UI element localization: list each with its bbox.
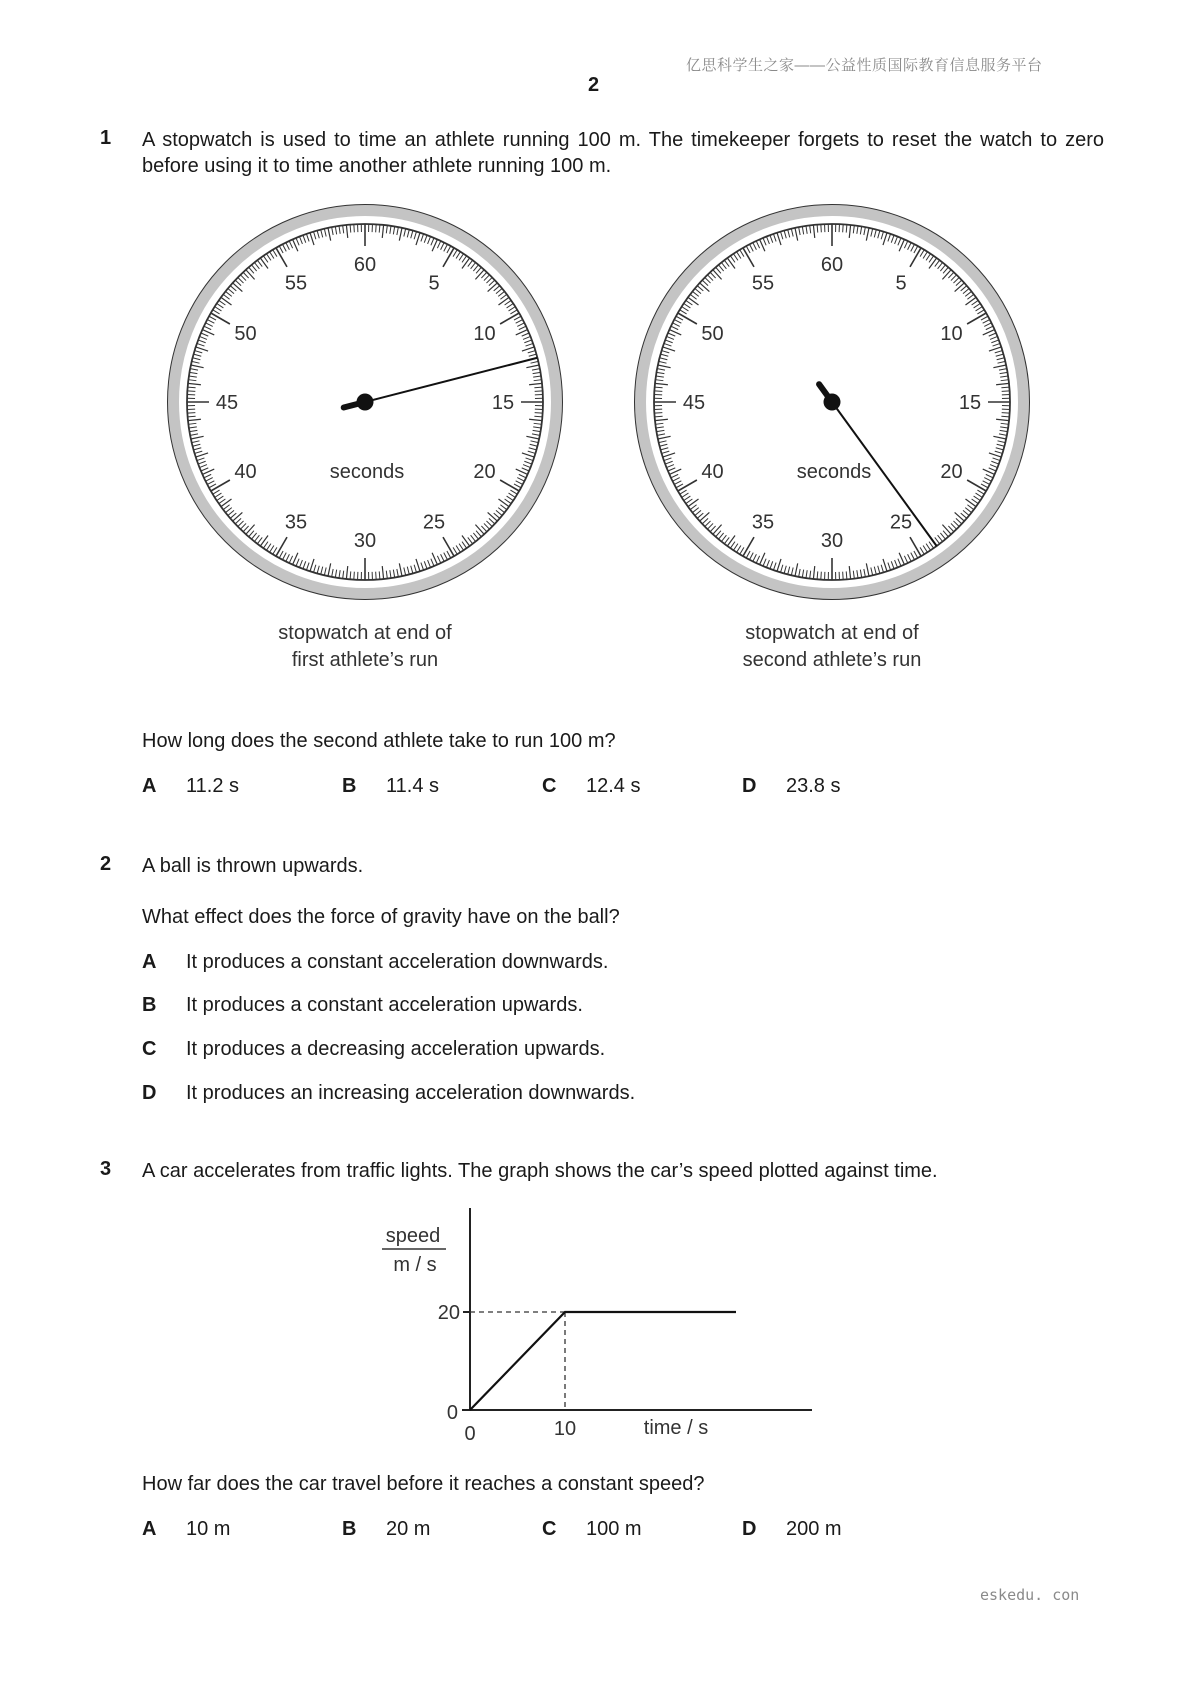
stopwatch-2-dial-label: 20 — [940, 461, 963, 483]
q1-option-b-text[interactable]: 11.4 s — [386, 775, 439, 797]
stopwatch-2-dial-label: 40 — [701, 461, 724, 483]
tick-mark — [846, 225, 847, 233]
q1-option-d-text[interactable]: 23.8 s — [786, 775, 841, 797]
tick-mark — [654, 413, 662, 414]
tick-mark — [1002, 413, 1010, 414]
x-axis-label: time / s — [643, 1417, 709, 1439]
tick-mark — [817, 225, 818, 233]
tick-mark — [534, 416, 542, 417]
question-1-text: A stopwatch is used to time an athlete running 100 m. The timekeeper forgets to reset the watch to zero before using it to time another athlete running 100 m. — [142, 129, 1104, 177]
stopwatch-2-dial-label: 45 — [682, 392, 706, 414]
stopwatch-1-dial-label: 15 — [491, 392, 515, 414]
q1-option-d-letter[interactable]: D — [742, 775, 757, 797]
question-1-number: 1 — [100, 127, 112, 149]
q1-option-c-letter[interactable]: C — [542, 775, 557, 797]
stopwatch-1-dial-label: 25 — [422, 511, 446, 534]
stopwatch-1-dial-label: 20 — [473, 461, 496, 483]
stopwatch-2-dial-label: 10 — [940, 323, 963, 345]
y-tick-label: 20 — [437, 1302, 460, 1324]
question-2-prompt: What effect does the force of gravity have on the ball? — [142, 906, 620, 928]
q2-option-c-text[interactable]: It produces a decreasing acceleration upwards. — [186, 1038, 606, 1060]
tick-mark — [846, 571, 847, 579]
tick-mark — [350, 571, 351, 579]
stopwatch-2-dial-label: 60 — [820, 254, 844, 276]
stopwatch-1-dial-label: 10 — [473, 323, 496, 345]
q2-option-d-text[interactable]: It produces an increasing acceleration downwards. — [186, 1082, 636, 1104]
stopwatch-first — [168, 205, 562, 599]
tick-mark — [354, 572, 355, 580]
q1-option-b-letter[interactable]: B — [342, 775, 357, 797]
q3-option-c-letter[interactable]: C — [542, 1518, 557, 1540]
tick-mark — [654, 391, 662, 392]
q2-option-b-letter[interactable]: B — [142, 994, 157, 1016]
tick-mark — [187, 391, 195, 392]
stopwatch-1-dial-label: 60 — [353, 254, 377, 276]
stopwatch-2-dial-label: 5 — [895, 272, 907, 295]
stopwatch-1-dial-label: 50 — [234, 323, 257, 345]
tick-mark — [1002, 391, 1010, 392]
stopwatch-2-hub — [824, 394, 841, 411]
tick-mark — [376, 224, 377, 232]
stopwatch-1-unit-label: seconds — [329, 461, 405, 483]
tick-mark — [1001, 387, 1009, 388]
q2-option-a-text[interactable]: It produces a constant acceleration downwards. — [186, 951, 609, 973]
tick-mark — [379, 571, 380, 579]
stopwatch-1-dial-label: 55 — [284, 272, 308, 295]
y-tick-label: 0 — [446, 1402, 458, 1424]
q2-option-a-letter[interactable]: A — [142, 951, 157, 973]
tick-mark — [843, 572, 844, 580]
tick-mark — [821, 224, 822, 232]
stopwatch-second — [635, 205, 1029, 599]
question-3-number: 3 — [100, 1158, 112, 1180]
x-tick-label: 10 — [553, 1418, 577, 1440]
tick-mark — [188, 387, 196, 388]
stopwatch-2-dial-label: 50 — [701, 323, 724, 345]
stopwatch-2-caption: stopwatch at end of second athlete’s run — [742, 622, 922, 671]
tick-mark — [376, 572, 377, 580]
y-axis-label-top: speed — [385, 1225, 441, 1247]
q1-option-a-text[interactable]: 11.2 s — [186, 775, 239, 797]
tick-mark — [535, 391, 543, 392]
q3-option-b-letter[interactable]: B — [342, 1518, 357, 1540]
question-3-prompt: How far does the car travel before it reaches a constant speed? — [142, 1473, 705, 1495]
stopwatch-2-dial-label: 55 — [751, 272, 775, 295]
q3-option-d-text[interactable]: 200 m — [786, 1518, 842, 1540]
stopwatch-1-dial-label: 45 — [215, 392, 239, 414]
watermark-header: 亿思科学生之家——公益性质国际教育信息服务平台 — [686, 57, 1043, 74]
stopwatch-1-dial-label: 35 — [284, 511, 308, 534]
stopwatch-1-dial-label: 40 — [234, 461, 257, 483]
stopwatch-2-dial-label: 25 — [889, 511, 913, 534]
tick-mark — [534, 387, 542, 388]
question-2-number: 2 — [100, 853, 112, 875]
q1-option-c-text[interactable]: 12.4 s — [586, 775, 641, 797]
q3-option-a-letter[interactable]: A — [142, 1518, 157, 1540]
tick-mark — [354, 224, 355, 232]
stopwatch-1-dial-label: 5 — [428, 272, 440, 295]
stopwatch-1-hub — [357, 394, 374, 411]
tick-mark — [535, 413, 543, 414]
q1-option-a-letter[interactable]: A — [142, 775, 157, 797]
x-tick-label: 0 — [464, 1423, 476, 1445]
tick-mark — [655, 387, 663, 388]
tick-mark — [188, 416, 196, 417]
stopwatch-2-dial-label: 15 — [958, 392, 982, 414]
stopwatch-1-caption: stopwatch at end of first athlete’s run — [278, 622, 452, 671]
stopwatch-2-dial-label: 30 — [820, 530, 844, 552]
q3-option-d-letter[interactable]: D — [742, 1518, 757, 1540]
q3-option-a-text[interactable]: 10 m — [186, 1518, 231, 1540]
question-2-text: A ball is thrown upwards. — [142, 855, 364, 877]
question-3-text: A car accelerates from traffic lights. The graph shows the car’s speed plotted against time. — [142, 1160, 938, 1182]
q2-option-c-letter[interactable]: C — [142, 1038, 157, 1060]
stopwatch-2-dial-label: 35 — [751, 511, 775, 534]
tick-mark — [1001, 416, 1009, 417]
speed-series-line — [470, 1312, 736, 1410]
tick-mark — [821, 572, 822, 580]
q2-option-d-letter[interactable]: D — [142, 1082, 157, 1104]
q3-option-c-text[interactable]: 100 m — [586, 1518, 642, 1540]
stopwatch-1-dial-label: 30 — [353, 530, 377, 552]
tick-mark — [379, 225, 380, 233]
tick-mark — [187, 413, 195, 414]
q3-option-b-text[interactable]: 20 m — [386, 1518, 431, 1540]
footer-site: eskedu. con — [980, 1586, 1080, 1604]
stopwatch-2-unit-label: seconds — [796, 461, 872, 483]
tick-mark — [817, 571, 818, 579]
speed-time-graph — [360, 1200, 830, 1460]
y-axis-label-bottom: m / s — [393, 1254, 437, 1276]
tick-mark — [655, 416, 663, 417]
q2-option-b-text[interactable]: It produces a constant acceleration upwards. — [186, 994, 583, 1016]
page-number: 2 — [588, 74, 600, 96]
stopwatch-figure — [0, 190, 1190, 610]
tick-mark — [843, 224, 844, 232]
tick-mark — [350, 225, 351, 233]
question-1-prompt: How long does the second athlete take to run 100 m? — [142, 730, 616, 752]
